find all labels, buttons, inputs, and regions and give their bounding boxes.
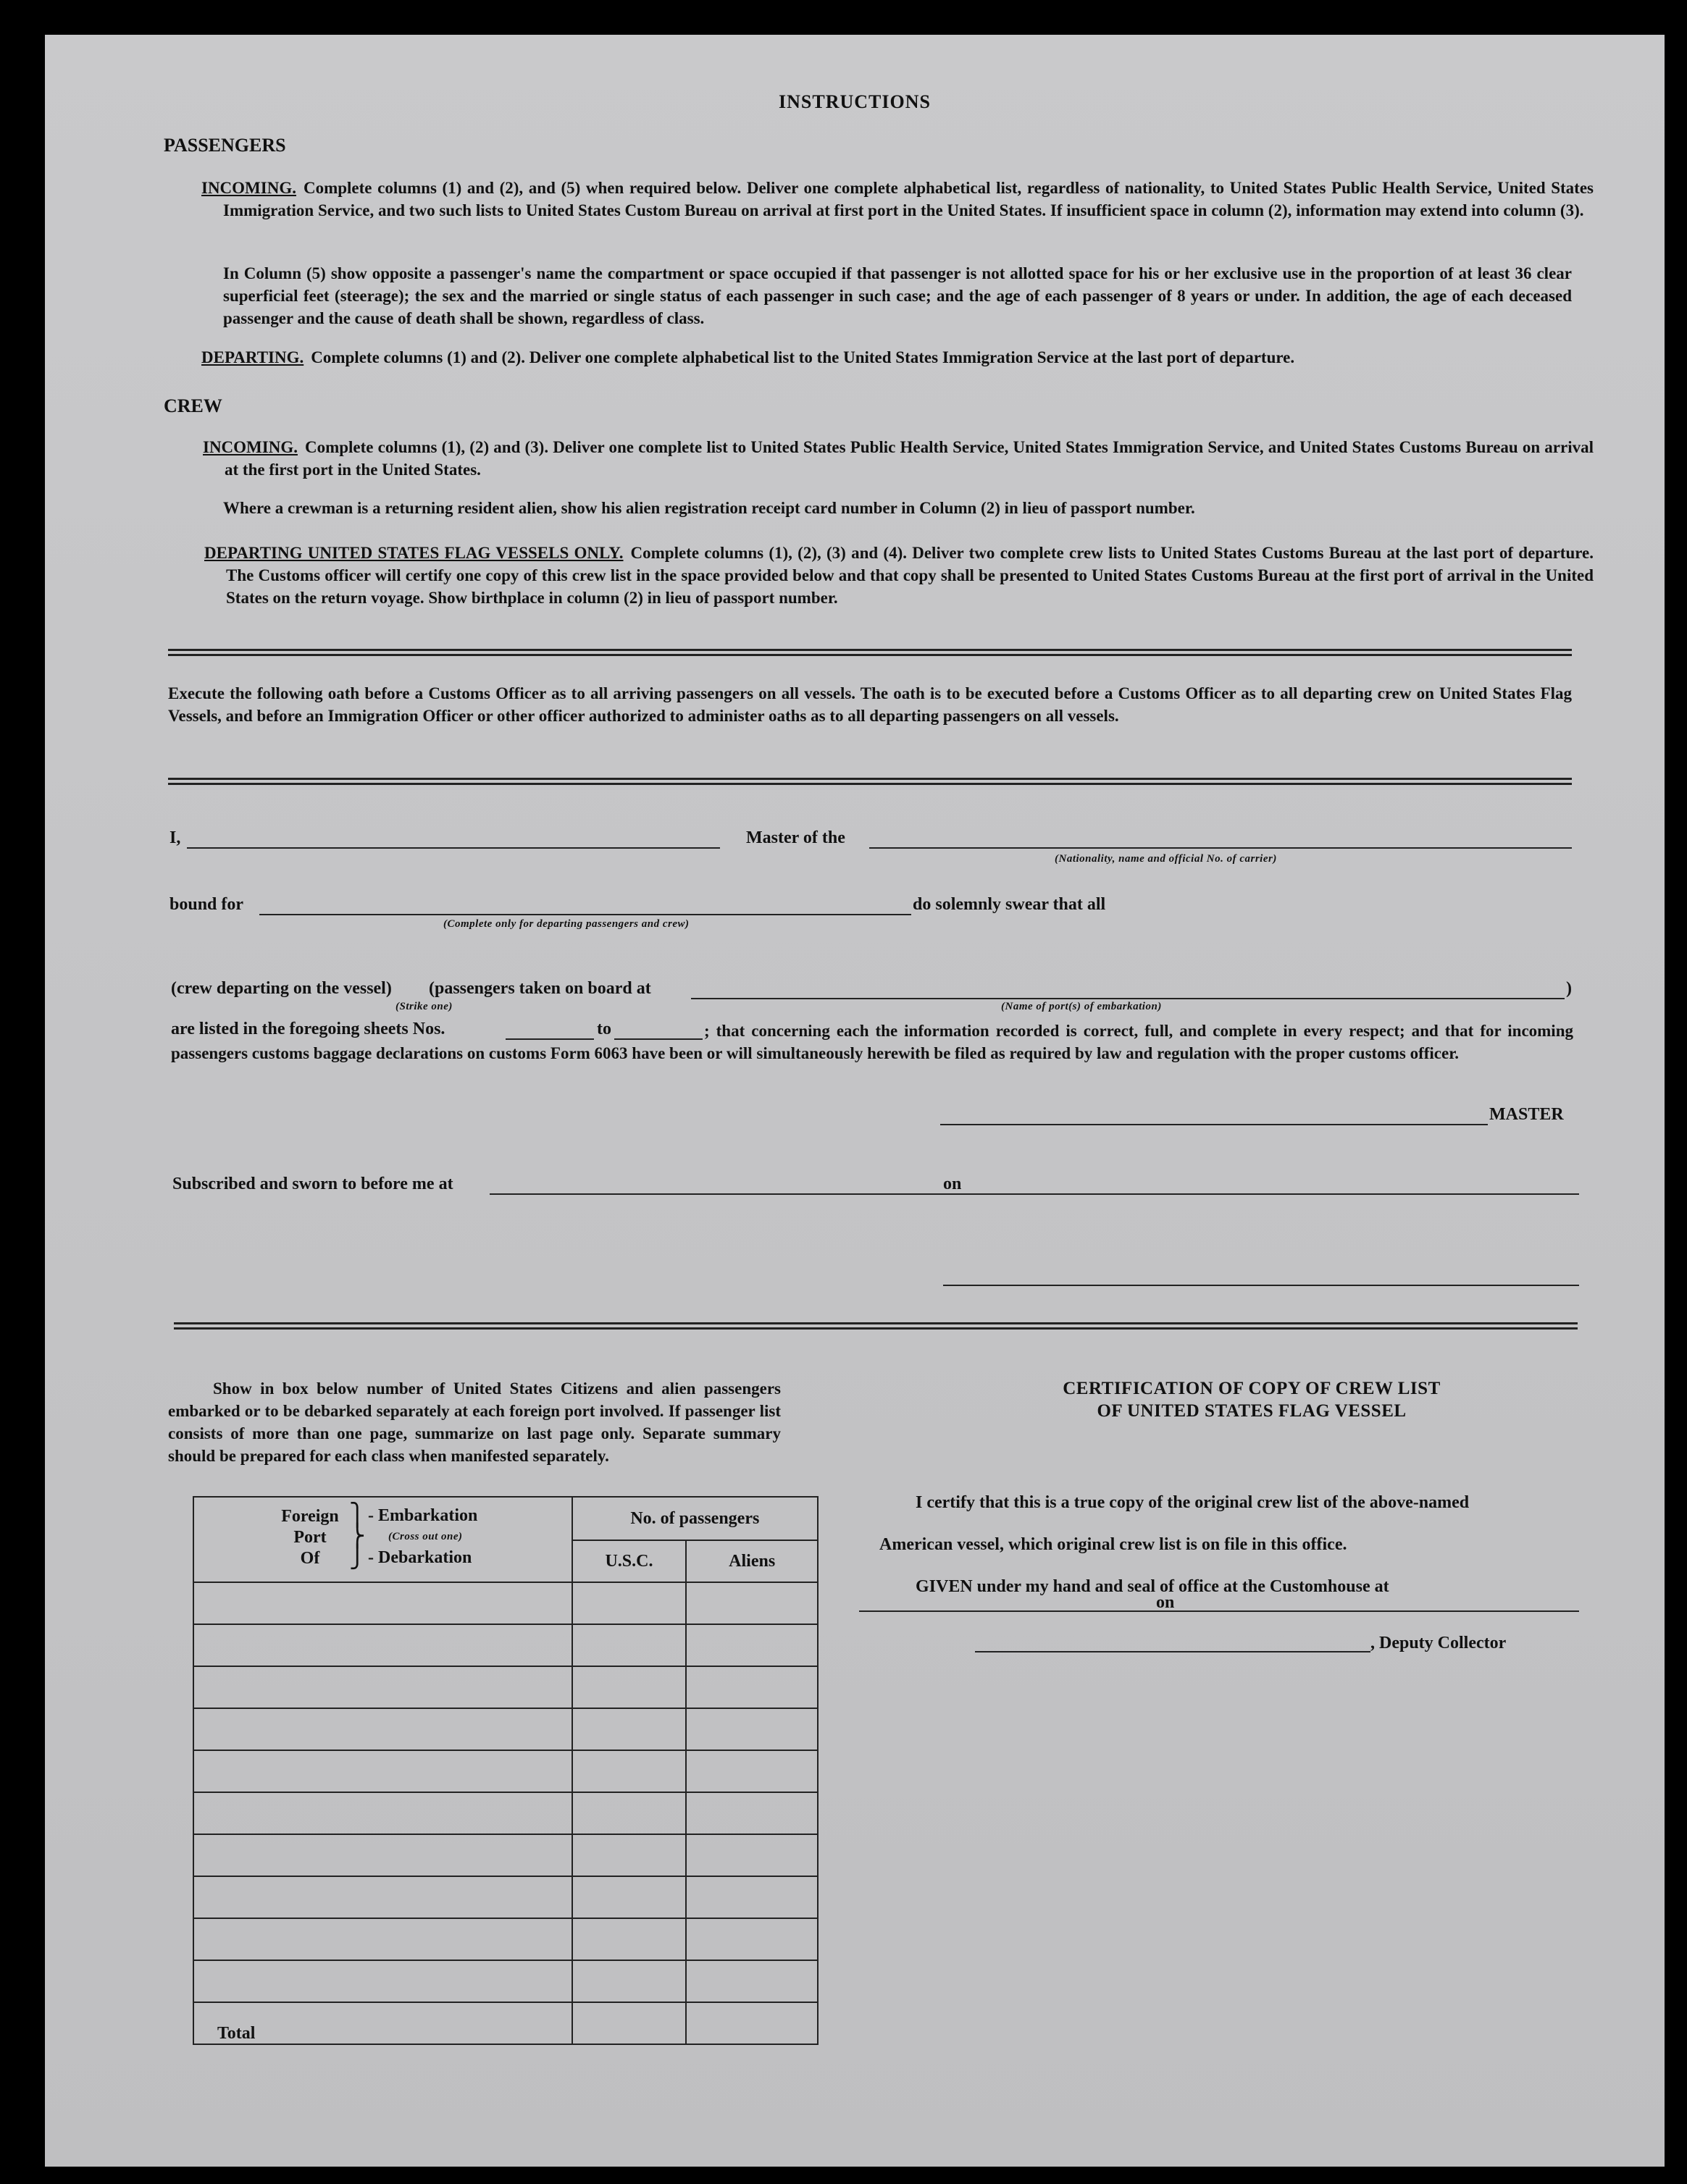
passengers-column5-paragraph: In Column (5) show opposite a passenger's name the compartment or space occupied if that passenger is not allotted space for his or her exclusive use in the proportion of at least 36 clear superficial feet (steerage); the sex and the married or single status of each passenger in such case; and the age of each passenger of 8 years or under. In addition, the age of each deceased passenger and the cause of death shall be shown, regardless of class. [223,264,1572,327]
port-cell[interactable] [193,1750,572,1792]
table-row [193,1960,818,2002]
table-row [193,1918,818,1960]
crew-resident-paragraph: Where a crewman is a returning resident alien, show his alien registration receipt card number in Column (2) in lieu of passport number. [223,499,1195,517]
no-of-passengers-header: No. of passengers [572,1497,818,1540]
certification-on-label: on [1156,1593,1175,1612]
deputy-collector-signature-field[interactable] [975,1651,1370,1652]
master-name-field[interactable] [187,847,720,849]
form-page [45,35,1665,2167]
crew-departing-label: DEPARTING UNITED STATES FLAG VESSELS ONLY. [204,544,624,562]
strike-note: (Strike one) [395,1001,453,1012]
usc-header: U.S.C. [572,1540,687,1582]
customhouse-field[interactable] [859,1610,1579,1612]
crew-departing-text: Complete columns (1), (2), (3) and (4). Deliver two complete crew lists to United States Customs Bureau at the last port of departure. The Customs officer will certify one copy of this crew list in the space provided below and that copy shall be presented to United States Customs Bureau at the first port of arrival in the United States on the return voyage. Show birthplace in column (2) in lieu of passport number. [226,544,1594,607]
table-row [193,1624,818,1666]
carrier-field-note: (Nationality, name and official No. of carrier) [1055,853,1277,865]
usc-cell[interactable] [572,1876,687,1918]
certification-heading-line2: OF UNITED STATES FLAG VESSEL [1097,1401,1407,1421]
foreign-label: Foreign [281,1507,339,1526]
port-note: (Name of port(s) of embarkation) [1001,1001,1162,1012]
close-paren: ) [1566,979,1572,998]
port-cell[interactable] [193,1624,572,1666]
section-divider [174,1322,1578,1330]
port-cell[interactable] [193,1834,572,1876]
crew-incoming-paragraph [203,436,1594,481]
certify-line2: American vessel, which original crew list is on file in this office. [879,1535,1347,1554]
to-label: to [597,1020,611,1038]
aliens-cell[interactable] [686,1960,818,2002]
listed-prefix: are listed in the foregoing sheets Nos. [171,1020,445,1038]
master-label: MASTER [1489,1105,1564,1124]
aliens-cell[interactable] [686,1708,818,1750]
aliens-cell[interactable] [686,1834,818,1876]
port-cell[interactable] [193,1708,572,1750]
crew-departing-paragraph [204,542,1594,609]
certification-heading-line1: CERTIFICATION OF COPY OF CREW LIST [1063,1379,1441,1398]
aliens-cell[interactable] [686,1792,818,1834]
aliens-cell[interactable] [686,1582,818,1624]
passengers-departing-paragraph [201,346,1594,369]
section-divider [168,778,1572,785]
sworn-on-label: on [943,1175,962,1193]
do-swear-text: do solemnly swear that all [913,895,1106,914]
embarkation-port-field[interactable] [691,998,1565,999]
table-row [193,1876,818,1918]
aliens-cell[interactable] [686,1666,818,1708]
usc-cell[interactable] [572,1750,687,1792]
total-usc-cell[interactable] [572,2002,687,2044]
aliens-cell[interactable] [686,1876,818,1918]
table-row [193,1582,818,1624]
passengers-incoming-label: INCOMING. [201,179,296,197]
table-row [193,1708,818,1750]
certification-heading [887,1377,1617,1422]
usc-cell[interactable] [572,1834,687,1876]
section-divider [168,649,1572,656]
table-row [193,1750,818,1792]
passengers-departing-text: Complete columns (1) and (2). Deliver one complete alphabetical list to the United States Immigration Service at the last port of departure. [311,348,1295,366]
usc-cell[interactable] [572,1708,687,1750]
aliens-header: Aliens [686,1540,818,1582]
usc-cell[interactable] [572,1918,687,1960]
crew-incoming-text: Complete columns (1), (2) and (3). Deliver one complete list to United States Public Health Service, United States Immigration Service, and United States Customs Bureau on arrival at the first port in the United States. [225,438,1594,479]
cross-out-note: (Cross out one) [388,1531,463,1542]
sworn-place-field[interactable] [490,1193,981,1195]
subscribed-label: Subscribed and sworn to before me at [172,1175,453,1193]
carrier-field[interactable] [869,847,1572,849]
embarkation-option[interactable]: - Embarkation [368,1506,478,1525]
certify-line1: I certify that this is a true copy of the original crew list of the above-named [916,1493,1470,1512]
sworn-date-field[interactable] [965,1193,1579,1195]
table-row [193,1834,818,1876]
crew-heading: CREW [164,395,222,416]
listed-rest-text: ; that concerning each the information recorded is correct, full, and complete in every respect; and that for incoming passengers customs baggage declarations on customs Form 6063 have been or will simultaneously herewith be filed as required by law and regulation with the proper customs officer. [171,1022,1573,1062]
port-cell[interactable] [193,1876,572,1918]
table-row [193,1792,818,1834]
page-title: INSTRUCTIONS [779,91,931,112]
deputy-collector-label: , Deputy Collector [1370,1634,1507,1652]
bound-for-label: bound for [169,895,244,914]
passengers-incoming-paragraph [201,177,1594,222]
port-cell[interactable] [193,1792,572,1834]
port-cell[interactable] [193,1582,572,1624]
port-header-cell [193,1497,572,1582]
passengers-incoming-text: Complete columns (1) and (2), and (5) when required below. Deliver one complete alphabetical list, regardless of nationality, to United States Public Health Service, United States Immigration Service, and two such lists to United States Custom Bureau on arrival at first port in the United States. If insufficient space in column (2), information may extend into column (3). [223,179,1594,219]
passenger-summary-table [193,1496,819,2045]
of-label: Of [300,1549,320,1568]
oath-i-label: I, [169,828,181,847]
port-cell[interactable] [193,1666,572,1708]
debarkation-option[interactable]: - Debarkation [368,1548,472,1567]
crew-departing-option[interactable]: (crew departing on the vessel) [171,979,392,998]
port-cell[interactable] [193,1918,572,1960]
summary-instructions: Show in box below number of United States Citizens and alien passengers embarked or to be debarked separately at each foreign port involved. If passenger list consists of more than one page, summarize on last page only. Separate summary should be prepared for each class when manifested separately. [168,1379,781,1465]
usc-cell[interactable] [572,1792,687,1834]
total-row [193,2002,818,2044]
usc-cell[interactable] [572,1582,687,1624]
passengers-departing-label: DEPARTING. [201,348,304,366]
aliens-cell[interactable] [686,1918,818,1960]
usc-cell[interactable] [572,1960,687,2002]
passengers-taken-option[interactable]: (passengers taken on board at [429,979,651,998]
port-label: Port [293,1528,327,1547]
table-row [193,1666,818,1708]
total-label: Total [193,2002,572,2044]
passengers-heading: PASSENGERS [164,135,286,156]
oath-instructions: Execute the following oath before a Customs Officer as to all arriving passengers on all vessels. The oath is to be executed before a Customs Officer as to all departing crew on United States Flag Vessels, and before an Immigration Officer or other officer authorized to administer oaths as to all departing passengers on all vessels. [168,684,1572,725]
bound-for-note: (Complete only for departing passengers and crew) [443,918,690,930]
usc-cell[interactable] [572,1624,687,1666]
total-aliens-cell[interactable] [686,2002,818,2044]
master-signature-field[interactable] [940,1124,1488,1125]
aliens-cell[interactable] [686,1624,818,1666]
master-of-the-label: Master of the [746,828,845,847]
crew-incoming-label: INCOMING. [203,438,298,456]
port-cell[interactable] [193,1960,572,2002]
officer-signature-field[interactable] [943,1285,1579,1286]
aliens-cell[interactable] [686,1750,818,1792]
brace-icon: ⎫ ⎬ ⎭ [349,1503,366,1569]
given-text: GIVEN under my hand and seal of office at the Customhouse at [916,1577,1389,1596]
usc-cell[interactable] [572,1666,687,1708]
bound-for-field[interactable] [259,914,911,915]
